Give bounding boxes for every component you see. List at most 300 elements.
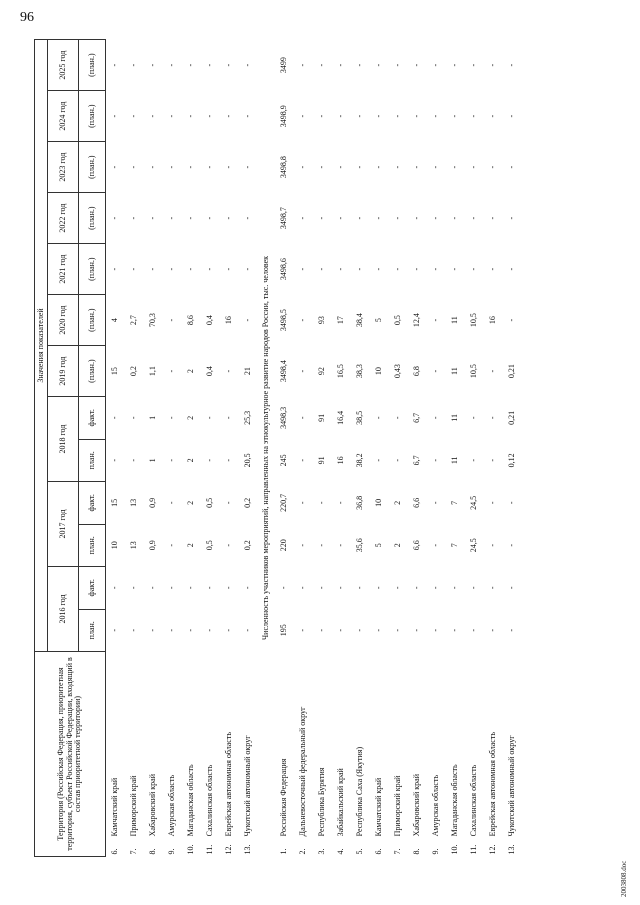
territory-name: Приморский край xyxy=(129,775,139,837)
row-number: 5. xyxy=(355,848,365,855)
value-cell: - xyxy=(243,114,253,118)
territory-name: Хабаровский край xyxy=(148,773,158,837)
value-cell: - xyxy=(298,318,308,322)
table-row xyxy=(446,40,465,857)
table-row xyxy=(313,40,332,857)
value-cell: 0,12 xyxy=(507,453,517,468)
value-cell: - xyxy=(279,586,289,590)
value-cell: 3498,3 xyxy=(279,406,289,429)
value-cell: 2 xyxy=(186,415,196,420)
territory-name: Сахалинская область xyxy=(205,764,215,837)
value-cell: - xyxy=(317,216,327,220)
plan-subheader: (план.) xyxy=(79,244,106,295)
value-cell: - xyxy=(205,63,215,67)
value-cell: - xyxy=(243,267,253,271)
row-number: 8. xyxy=(148,848,158,855)
year-header: 2023 год xyxy=(48,142,79,193)
value-cell: 38,3 xyxy=(355,364,365,379)
row-number: 7. xyxy=(129,848,139,855)
table-row xyxy=(503,40,522,857)
value-cell: - xyxy=(110,458,120,462)
value-cell: 0,5 xyxy=(393,315,403,326)
table-header xyxy=(35,40,106,857)
row-number: 3. xyxy=(317,848,327,855)
value-cell: 38,5 xyxy=(355,410,365,425)
value-cell: - xyxy=(336,216,346,220)
value-cell: - xyxy=(298,458,308,462)
value-cell: - xyxy=(205,165,215,169)
value-cell: 0,2 xyxy=(129,366,139,377)
value-cell: - xyxy=(393,267,403,271)
value-cell: - xyxy=(374,416,384,420)
row-number: 12. xyxy=(224,844,234,855)
value-cell: - xyxy=(298,369,308,373)
table-row xyxy=(351,40,370,857)
value-cell: - xyxy=(317,63,327,67)
value-cell: 0,4 xyxy=(205,366,215,377)
row-number: 9. xyxy=(431,848,441,855)
value-cell: 3498,6 xyxy=(279,258,289,281)
value-cell: 35,6 xyxy=(355,538,365,553)
value-cell: - xyxy=(507,543,517,547)
value-cell: - xyxy=(336,63,346,67)
value-cell: - xyxy=(469,586,479,590)
value-cell: - xyxy=(317,114,327,118)
value-cell: - xyxy=(148,114,158,118)
value-cell: - xyxy=(110,216,120,220)
plan-subheader: план. xyxy=(79,524,106,566)
table-row xyxy=(275,40,294,857)
value-cell: - xyxy=(412,114,422,118)
value-cell: - xyxy=(186,165,196,169)
value-cell: - xyxy=(186,628,196,632)
value-cell: - xyxy=(507,628,517,632)
table-row xyxy=(125,40,144,857)
value-cell: 11 xyxy=(450,316,460,324)
value-cell: - xyxy=(317,267,327,271)
value-cell: - xyxy=(298,628,308,632)
document-code: 2003808.doc xyxy=(620,860,628,897)
value-cell: - xyxy=(298,267,308,271)
value-cell: 91 xyxy=(317,413,327,422)
value-cell: - xyxy=(317,165,327,169)
value-cell: - xyxy=(355,628,365,632)
value-cell: - xyxy=(336,586,346,590)
value-cell: - xyxy=(148,216,158,220)
value-cell: - xyxy=(224,501,234,505)
value-cell: - xyxy=(355,216,365,220)
value-cell: 3498,9 xyxy=(279,105,289,128)
year-header: 2024 год xyxy=(48,91,79,142)
value-cell: - xyxy=(205,267,215,271)
value-cell: - xyxy=(317,501,327,505)
value-cell: 2 xyxy=(186,500,196,505)
value-cell: 16 xyxy=(336,456,346,465)
value-cell: - xyxy=(243,586,253,590)
value-cell: - xyxy=(507,114,517,118)
value-cell: 2 xyxy=(393,500,403,505)
value-cell: - xyxy=(129,416,139,420)
values-header: Значения показателей xyxy=(35,40,48,652)
section-title: Численность участников мероприятий, направленных на этнокультурное развитие народов России, тыс. человек xyxy=(261,255,271,641)
value-cell: 13 xyxy=(129,541,139,550)
value-cell: - xyxy=(488,458,498,462)
value-cell: 0,43 xyxy=(393,364,403,379)
value-cell: - xyxy=(336,628,346,632)
value-cell: - xyxy=(243,165,253,169)
value-cell: - xyxy=(110,165,120,169)
year-header: 2018 год xyxy=(48,397,79,482)
document-page: 96 2003808.doc Территория (Российская Федерация, приоритетная территория, субъект Российской Федерации, входящий в состав приоритетной территории) Значения показателей 2016 год 2017 год 2018 год 2019 год 2020 год 2021 год 2022 год 2023 год 2024 год 2025 год план. факт. план. факт. план. факт. (план.) (план.) (план.) (план.) (план.) (план.) (план.) 6. Камчатский край - - 10 15 - - 15 4 - - - - - 7. Приморский край - - 13 13 - - 0,2 2,7 - - - - - 8. Хабаровский край - - 0,9 0,9 1 1 1,1 70,3 - - - - - 9. Амурская область - - - - - - - - - - - - - 10. Магаданская область - - 2 2 2 2 2 8,6 - - - - - 11. Сахалинская область - - 0,5 0,5 - - 0,4 0,4 - - - - - 12. Еврейская автономная область - - - - - - - 16 - - - - - 13. Чукотский автономный округ - - 0,2 0,2 20,5 25,3 21 - - - - - - Численность участников мероприятий, направленных на этнокультурное развитие народов России, тыс. человек 1. Российская Федерация 195 - 220 220,7 245 3498,3 3498,4 3498,5 3498,6 3498,7 3498,8 3498,9 3499 2. Дальневосточный федеральный округ - - - - - - - - - - - - - 3. Республика Бурятия - - - - 91 91 92 93 - - - - - 4. Забайкальский край - - - - 16 16,4 16,5 17 - - - - - 5. Республика Саха (Якутия) - - 35,6 36,8 38,2 38,5 38,3 38,4 - - - - - 6. Камчатский край - - 5 10 - - 10 5 - - - - - 7. Приморский край - - 2 2 - - 0,43 0,5 - - - - - 8. Хабаровский край - - 6,6 6,6 6,7 6,7 6,8 12,4 - - - - - 9. Амурская область - - - - - - - - - - - - - 10. Магаданская область - - 7 7 11 11 11 11 - - - - - 11. Сахалинская область - - 24,5 24,5 - - 10,5 10,5 - - - - - 12. Еврейская автономная область - - - - - - - 16 - - - - - 13. Чукотский автономный округ - - - - 0,12 0,21 0,21 - - - - - - xyxy=(20,10,628,897)
value-cell: - xyxy=(393,586,403,590)
value-cell: - xyxy=(450,628,460,632)
value-cell: - xyxy=(186,63,196,67)
value-cell: - xyxy=(129,586,139,590)
value-cell: - xyxy=(224,543,234,547)
row-number: 10. xyxy=(450,844,460,855)
fact-subheader: факт. xyxy=(79,482,106,524)
value-cell: 38,4 xyxy=(355,313,365,328)
value-cell: - xyxy=(488,114,498,118)
value-cell: - xyxy=(167,458,177,462)
value-cell: 1 xyxy=(148,458,158,463)
value-cell: - xyxy=(431,628,441,632)
value-cell: - xyxy=(374,216,384,220)
value-cell: 24,5 xyxy=(469,538,479,553)
value-cell: - xyxy=(298,216,308,220)
value-cell: 38,2 xyxy=(355,453,365,468)
territory-name: Дальневосточный федеральный округ xyxy=(298,706,308,837)
value-cell: - xyxy=(167,165,177,169)
plan-subheader: план. xyxy=(79,609,106,651)
value-cell: - xyxy=(374,165,384,169)
value-cell: - xyxy=(393,628,403,632)
value-cell: - xyxy=(167,63,177,67)
value-cell: - xyxy=(488,63,498,67)
value-cell: 10 xyxy=(110,541,120,550)
table-row xyxy=(294,40,313,857)
value-cell: - xyxy=(129,63,139,67)
value-cell: 12,4 xyxy=(412,313,422,328)
value-cell: - xyxy=(469,63,479,67)
territory-name: Республика Бурятия xyxy=(317,767,327,837)
value-cell: - xyxy=(224,586,234,590)
value-cell: - xyxy=(148,63,158,67)
table-row xyxy=(182,40,201,857)
value-cell: 11 xyxy=(450,456,460,465)
value-cell: - xyxy=(431,458,441,462)
territory-name: Чукотский автономный округ xyxy=(507,735,517,837)
value-cell: - xyxy=(167,369,177,373)
value-cell: 70,3 xyxy=(148,313,158,328)
plan-subheader: (план.) xyxy=(79,346,106,397)
table-row xyxy=(239,40,258,857)
table-row xyxy=(106,40,126,857)
value-cell: 0,5 xyxy=(205,540,215,551)
row-number: 7. xyxy=(393,848,403,855)
value-cell: 3498,5 xyxy=(279,309,289,332)
value-cell: - xyxy=(205,216,215,220)
value-cell: 2 xyxy=(393,543,403,548)
value-cell: - xyxy=(205,586,215,590)
value-cell: - xyxy=(488,369,498,373)
row-number: 1. xyxy=(279,848,289,855)
value-cell: - xyxy=(431,501,441,505)
value-cell: - xyxy=(224,63,234,67)
value-cell: - xyxy=(167,586,177,590)
section-row xyxy=(258,40,275,857)
value-cell: - xyxy=(469,165,479,169)
value-cell: - xyxy=(412,216,422,220)
value-cell: - xyxy=(355,586,365,590)
value-cell: 1,1 xyxy=(148,366,158,377)
value-cell: 1 xyxy=(148,415,158,420)
value-cell: 6,6 xyxy=(412,497,422,508)
value-cell: - xyxy=(488,628,498,632)
value-cell: - xyxy=(317,628,327,632)
value-cell: - xyxy=(374,586,384,590)
value-cell: - xyxy=(298,63,308,67)
value-cell: - xyxy=(431,318,441,322)
value-cell: 6,6 xyxy=(412,540,422,551)
value-cell: - xyxy=(243,63,253,67)
value-cell: - xyxy=(298,501,308,505)
value-cell: - xyxy=(167,114,177,118)
territory-name: Приморский край xyxy=(393,775,403,837)
table-row xyxy=(465,40,484,857)
value-cell: - xyxy=(374,458,384,462)
value-cell: - xyxy=(507,63,517,67)
value-cell: - xyxy=(205,416,215,420)
territory-name: Российская Федерация xyxy=(279,758,289,837)
value-cell: - xyxy=(224,267,234,271)
value-cell: 6,8 xyxy=(412,366,422,377)
year-header: 2022 год xyxy=(48,193,79,244)
value-cell: - xyxy=(317,543,327,547)
year-header: 2020 год xyxy=(48,295,79,346)
value-cell: 6,7 xyxy=(412,412,422,423)
value-cell: 15 xyxy=(110,367,120,376)
value-cell: - xyxy=(355,165,365,169)
value-cell: 8,6 xyxy=(186,315,196,326)
value-cell: - xyxy=(186,586,196,590)
value-cell: - xyxy=(393,416,403,420)
value-cell: - xyxy=(167,267,177,271)
value-cell: - xyxy=(224,458,234,462)
value-cell: - xyxy=(298,416,308,420)
territory-name: Еврейская автономная область xyxy=(224,732,234,837)
value-cell: 3498,8 xyxy=(279,156,289,179)
value-cell: 245 xyxy=(279,454,289,467)
indicator-table xyxy=(34,39,522,857)
year-header: 2021 год xyxy=(48,244,79,295)
row-number: 11. xyxy=(469,844,479,855)
row-number: 8. xyxy=(412,848,422,855)
value-cell: - xyxy=(224,165,234,169)
value-cell: - xyxy=(129,216,139,220)
value-cell: - xyxy=(412,586,422,590)
row-number: 13. xyxy=(507,844,517,855)
value-cell: 20,5 xyxy=(243,453,253,468)
row-number: 10. xyxy=(186,844,196,855)
value-cell: 15 xyxy=(110,498,120,507)
table-body xyxy=(106,40,523,857)
value-cell: - xyxy=(186,216,196,220)
value-cell: 10,5 xyxy=(469,364,479,379)
value-cell: - xyxy=(167,416,177,420)
value-cell: 7 xyxy=(450,500,460,505)
value-cell: - xyxy=(374,267,384,271)
territory-name: Камчатский край xyxy=(374,777,384,837)
territory-header: Территория (Российская Федерация, приоритетная территория, субъект Российской Федерации, входящий в состав приоритетной территории) xyxy=(35,652,106,857)
value-cell: - xyxy=(507,318,517,322)
value-cell: - xyxy=(148,165,158,169)
fact-subheader: факт. xyxy=(79,397,106,439)
value-cell: - xyxy=(129,458,139,462)
value-cell: - xyxy=(469,114,479,118)
value-cell: - xyxy=(393,63,403,67)
table-row xyxy=(163,40,182,857)
value-cell: - xyxy=(224,628,234,632)
value-cell: - xyxy=(317,586,327,590)
value-cell: - xyxy=(412,165,422,169)
value-cell: 220,7 xyxy=(279,493,289,512)
value-cell: - xyxy=(336,114,346,118)
row-number: 9. xyxy=(167,848,177,855)
value-cell: - xyxy=(298,543,308,547)
value-cell: - xyxy=(412,628,422,632)
table-row xyxy=(408,40,427,857)
value-cell: - xyxy=(469,267,479,271)
table-row xyxy=(484,40,503,857)
value-cell: - xyxy=(336,501,346,505)
value-cell: 17 xyxy=(336,316,346,325)
value-cell: - xyxy=(110,628,120,632)
value-cell: - xyxy=(469,216,479,220)
value-cell: - xyxy=(450,63,460,67)
value-cell: - xyxy=(507,501,517,505)
row-number: 6. xyxy=(110,848,120,855)
value-cell: - xyxy=(431,114,441,118)
territory-name: Амурская область xyxy=(167,774,177,837)
value-cell: - xyxy=(431,543,441,547)
value-cell: - xyxy=(488,267,498,271)
table-row xyxy=(201,40,220,857)
value-cell: - xyxy=(431,369,441,373)
value-cell: 10,5 xyxy=(469,313,479,328)
value-cell: 16 xyxy=(488,316,498,325)
value-cell: - xyxy=(336,267,346,271)
table-row xyxy=(389,40,408,857)
value-cell: 3498,4 xyxy=(279,360,289,383)
value-cell: 0,21 xyxy=(507,364,517,379)
value-cell: - xyxy=(167,318,177,322)
territory-name: Сахалинская область xyxy=(469,764,479,837)
value-cell: 2 xyxy=(186,543,196,548)
value-cell: - xyxy=(450,114,460,118)
value-cell: - xyxy=(507,216,517,220)
value-cell: - xyxy=(129,267,139,271)
value-cell: - xyxy=(224,114,234,118)
value-cell: - xyxy=(224,369,234,373)
value-cell: 4 xyxy=(110,318,120,323)
value-cell: - xyxy=(393,114,403,118)
value-cell: - xyxy=(224,216,234,220)
value-cell: 220 xyxy=(279,539,289,552)
value-cell: - xyxy=(205,458,215,462)
value-cell: 24,5 xyxy=(469,495,479,510)
value-cell: - xyxy=(488,416,498,420)
plan-subheader: (план.) xyxy=(79,40,106,91)
value-cell: - xyxy=(110,63,120,67)
value-cell: - xyxy=(507,586,517,590)
value-cell: 2 xyxy=(186,369,196,374)
value-cell: - xyxy=(488,501,498,505)
value-cell: - xyxy=(431,216,441,220)
table-row xyxy=(427,40,446,857)
value-cell: - xyxy=(298,586,308,590)
value-cell: - xyxy=(450,216,460,220)
value-cell: 16 xyxy=(224,316,234,325)
value-cell: - xyxy=(298,114,308,118)
table-row xyxy=(370,40,389,857)
value-cell: - xyxy=(110,114,120,118)
row-number: 2. xyxy=(298,848,308,855)
value-cell: - xyxy=(224,416,234,420)
year-header: 2019 год xyxy=(48,346,79,397)
value-cell: - xyxy=(450,165,460,169)
value-cell: - xyxy=(488,165,498,169)
value-cell: 5 xyxy=(374,543,384,548)
row-number: 6. xyxy=(374,848,384,855)
plan-subheader: (план.) xyxy=(79,295,106,346)
value-cell: - xyxy=(412,63,422,67)
value-cell: - xyxy=(355,63,365,67)
row-number: 4. xyxy=(336,848,346,855)
value-cell: 10 xyxy=(374,498,384,507)
value-cell: - xyxy=(205,628,215,632)
value-cell: - xyxy=(431,165,441,169)
value-cell: 16,5 xyxy=(336,364,346,379)
value-cell: 0,9 xyxy=(148,497,158,508)
value-cell: - xyxy=(110,267,120,271)
value-cell: - xyxy=(110,416,120,420)
value-cell: - xyxy=(393,165,403,169)
value-cell: 2,7 xyxy=(129,315,139,326)
value-cell: 0,9 xyxy=(148,540,158,551)
value-cell: - xyxy=(167,543,177,547)
value-cell: - xyxy=(431,416,441,420)
value-cell: - xyxy=(355,114,365,118)
value-cell: 93 xyxy=(317,316,327,325)
row-number: 13. xyxy=(243,844,253,855)
value-cell: - xyxy=(393,216,403,220)
value-cell: 195 xyxy=(279,624,289,637)
plan-subheader: (план.) xyxy=(79,193,106,244)
value-cell: - xyxy=(355,267,365,271)
value-cell: - xyxy=(431,586,441,590)
value-cell: - xyxy=(374,114,384,118)
value-cell: 2 xyxy=(186,458,196,463)
value-cell: - xyxy=(243,318,253,322)
value-cell: - xyxy=(450,586,460,590)
value-cell: - xyxy=(186,267,196,271)
value-cell: 0,4 xyxy=(205,315,215,326)
value-cell: 7 xyxy=(450,543,460,548)
plan-subheader: план. xyxy=(79,439,106,481)
value-cell: - xyxy=(129,114,139,118)
territory-name: Еврейская автономная область xyxy=(488,732,498,837)
